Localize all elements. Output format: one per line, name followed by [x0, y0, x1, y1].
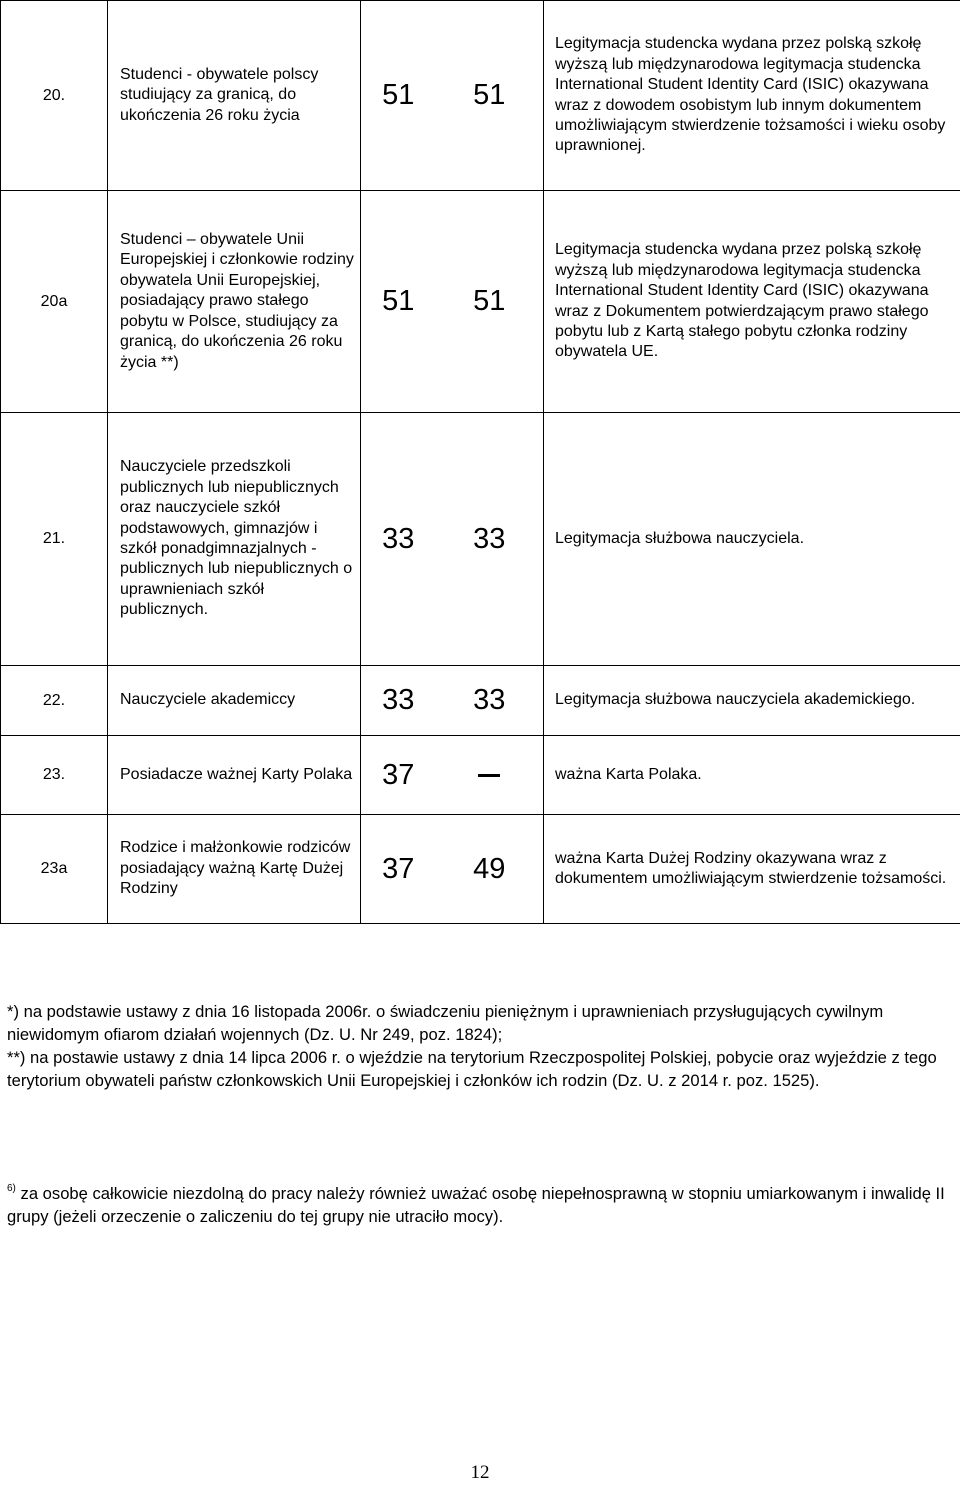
discount-1-cell: 33 [361, 666, 436, 736]
row-number: 23. [1, 736, 108, 815]
discount-1-cell: 51 [361, 1, 436, 191]
document-cell: ważna Karta Dużej Rodziny okazywana wraz z dokumentem umożliwiającym stwierdzenie tożsamości. [544, 815, 960, 924]
discount-1-cell: 37 [361, 815, 436, 924]
footnote-6-marker: 6) [7, 1183, 16, 1194]
table-row [1, 815, 960, 924]
discount-2-cell: 33 [436, 666, 544, 736]
row-number: 22. [1, 666, 108, 736]
row-number: 20. [1, 1, 108, 191]
table-row [1, 413, 960, 666]
page-number: 12 [470, 1462, 490, 1483]
category-cell: Studenci – obywatele Unii Europejskiej i członkowie rodziny obywatela Unii Europejskiej, posiadający prawo stałego pobytu w Polsce, studiujący za granicą, do ukończenia 26 roku życia **) [108, 191, 361, 413]
footnote-6 [7, 1182, 953, 1228]
document-cell: Legitymacja służbowa nauczyciela akademickiego. [544, 666, 960, 736]
category-cell: Nauczyciele przedszkoli publicznych lub niepublicznych oraz nauczyciele szkół podstawowych, gimnazjów i szkół ponadgimnazjalnych - publicznych lub niepublicznych o uprawnieniach szkół publicznych. [108, 413, 361, 666]
footnotes [7, 1000, 953, 1092]
discount-1-cell: 37 [361, 736, 436, 815]
discount-2-cell [436, 736, 544, 815]
document-cell: Legitymacja studencka wydana przez polską szkołę wyższą lub międzynarodowa legitymacja studencka International Student Identity Card (ISIC) okazywana wraz z Dokumentem potwierdzającym prawo stałego pobytu lub z Kartą stałego pobytu członka rodziny obywatela UE. [544, 191, 960, 413]
row-number: 21. [1, 413, 108, 666]
category-cell: Studenci - obywatele polscy studiujący za granicą, do ukończenia 26 roku życia [108, 1, 361, 191]
discount-1-cell: 51 [361, 191, 436, 413]
category-cell: Posiadacze ważnej Karty Polaka [108, 736, 361, 815]
row-number: 20a [1, 191, 108, 413]
footnote-6-text: za osobę całkowicie niezdolną do pracy należy również uważać osobę niepełnosprawną w stopniu umiarkowanym i inwalidę II grupy (jeżeli orzeczenie o zaliczeniu do tej grupy nie utraciło mocy). [7, 1184, 945, 1226]
document-cell: ważna Karta Polaka. [544, 736, 960, 815]
discount-2-cell: 51 [436, 1, 544, 191]
document-cell: Legitymacja służbowa nauczyciela. [544, 413, 960, 666]
discount-2-cell: 33 [436, 413, 544, 666]
table-row [1, 1, 960, 191]
dash-mark [478, 774, 500, 777]
footnote-1: *) na podstawie ustawy z dnia 16 listopada 2006r. o świadczeniu pieniężnym i uprawnieniach przysługujących cywilnym niewidomym ofiarom działań wojennych (Dz. U. Nr 249, poz. 1824); [7, 1002, 884, 1044]
table-row [1, 736, 960, 815]
category-cell: Rodzice i małżonkowie rodziców posiadający ważną Kartę Dużej Rodziny [108, 815, 361, 924]
discount-1-cell: 33 [361, 413, 436, 666]
document-cell: Legitymacja studencka wydana przez polską szkołę wyższą lub międzynarodowa legitymacja studencka International Student Identity Card (ISIC) okazywana wraz z dowodem osobistym lub innym dokumentem umożliwiającym stwierdzenie tożsamości i wieku osoby uprawnionej. [544, 1, 960, 191]
category-cell: Nauczyciele akademiccy [108, 666, 361, 736]
table-row [1, 191, 960, 413]
discount-2-cell: 51 [436, 191, 544, 413]
footnote-2: **) na postawie ustawy z dnia 14 lipca 2006 r. o wjeździe na terytorium Rzeczpospolitej Polskiej, pobycie oraz wyjeździe z tego terytorium obywateli państw członkowskich Unii Europejskiej i członków ich rodzin (Dz. U. z 2014 r. poz. 1525). [7, 1048, 937, 1090]
table-row [1, 666, 960, 736]
discount-2-cell: 49 [436, 815, 544, 924]
row-number: 23a [1, 815, 108, 924]
